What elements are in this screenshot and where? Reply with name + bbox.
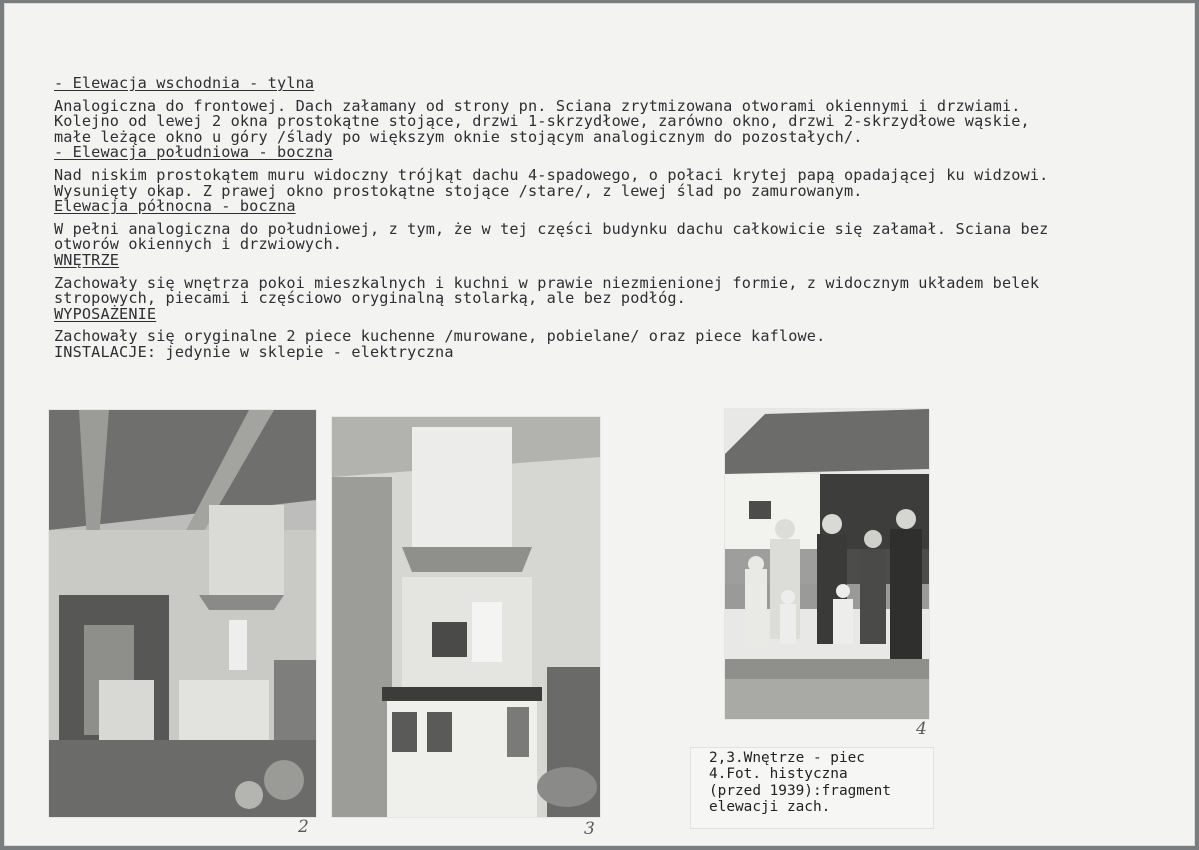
document-sheet (4, 3, 1195, 846)
section-heading: - Elewacja wschodnia - tylna (54, 74, 315, 92)
caption-line: elewacji zach. (709, 799, 831, 816)
text-line: Nad niskim prostokątem muru widoczny trójkąt dachu 4-spadowego, o połaci krytej papą opadającej ku widzowi. (54, 165, 1049, 184)
text-line: W pełni analogiczna do południowej, z tym, że w tej części budynku dachu całkowicie się załamał. Sciana bez (54, 219, 1049, 238)
photo-interior-kitchen (49, 410, 316, 817)
text-line: Wysunięty okap. Z prawej okno prostokątne stojące /stare/, z lewej ślad po zamurowanym. (54, 181, 863, 200)
text-line: stropowych, piecami i częściowo oryginalną stolarką, ale bez podłóg. (54, 289, 686, 308)
caption-line: 2,3.Wnętrze - piec (709, 750, 865, 766)
text-line: Zachowały się wnętrza pokoi mieszkalnych i kuchni w prawie niezmienionej formie, z widocznym układem belek (54, 273, 1040, 292)
photo-historical-family (725, 409, 929, 719)
section-heading: WNĘTRZE (54, 250, 120, 269)
section-heading: WYPOSAŻENIE (54, 304, 157, 323)
text-line: otworów okiennych i drzwiowych. (54, 235, 343, 254)
text-line: Zachowały się oryginalne 2 piece kuchenne /murowane, pobielane/ oraz piece kaflowe. (54, 327, 826, 346)
text-line: małe leżące okno u góry /ślady po większym oknie stojącym analogicznym do pozostałych/. (54, 127, 863, 146)
photo-number: 3 (584, 819, 595, 839)
caption-line: (przed 1939):fragment (709, 782, 891, 799)
photo-number: 2 (298, 817, 309, 837)
photo-caption (690, 747, 934, 829)
text-line: Analogiczna do frontowej. Dach załamany od strony pn. Sciana zrytmizowana otworami okiennymi i drzwiami. (54, 96, 1021, 115)
text-line: INSTALACJE: jedynie w sklepie - elektryczna (54, 342, 454, 361)
photo-number: 4 (916, 719, 927, 739)
photo-tiled-stove (332, 417, 600, 817)
description-text (54, 76, 1184, 361)
text-line: Kolejno od lewej 2 okna prostokątne stojące, drzwi 1-skrzydłowe, zarówno okno, drzwi 2-skrzydłowe wąskie, (54, 112, 1030, 131)
caption-line: 4.Fot. histyczna (709, 766, 848, 783)
section-heading: - Elewacja południowa - boczna (54, 143, 333, 162)
section-heading: Elewacja północna - boczna (54, 197, 296, 216)
